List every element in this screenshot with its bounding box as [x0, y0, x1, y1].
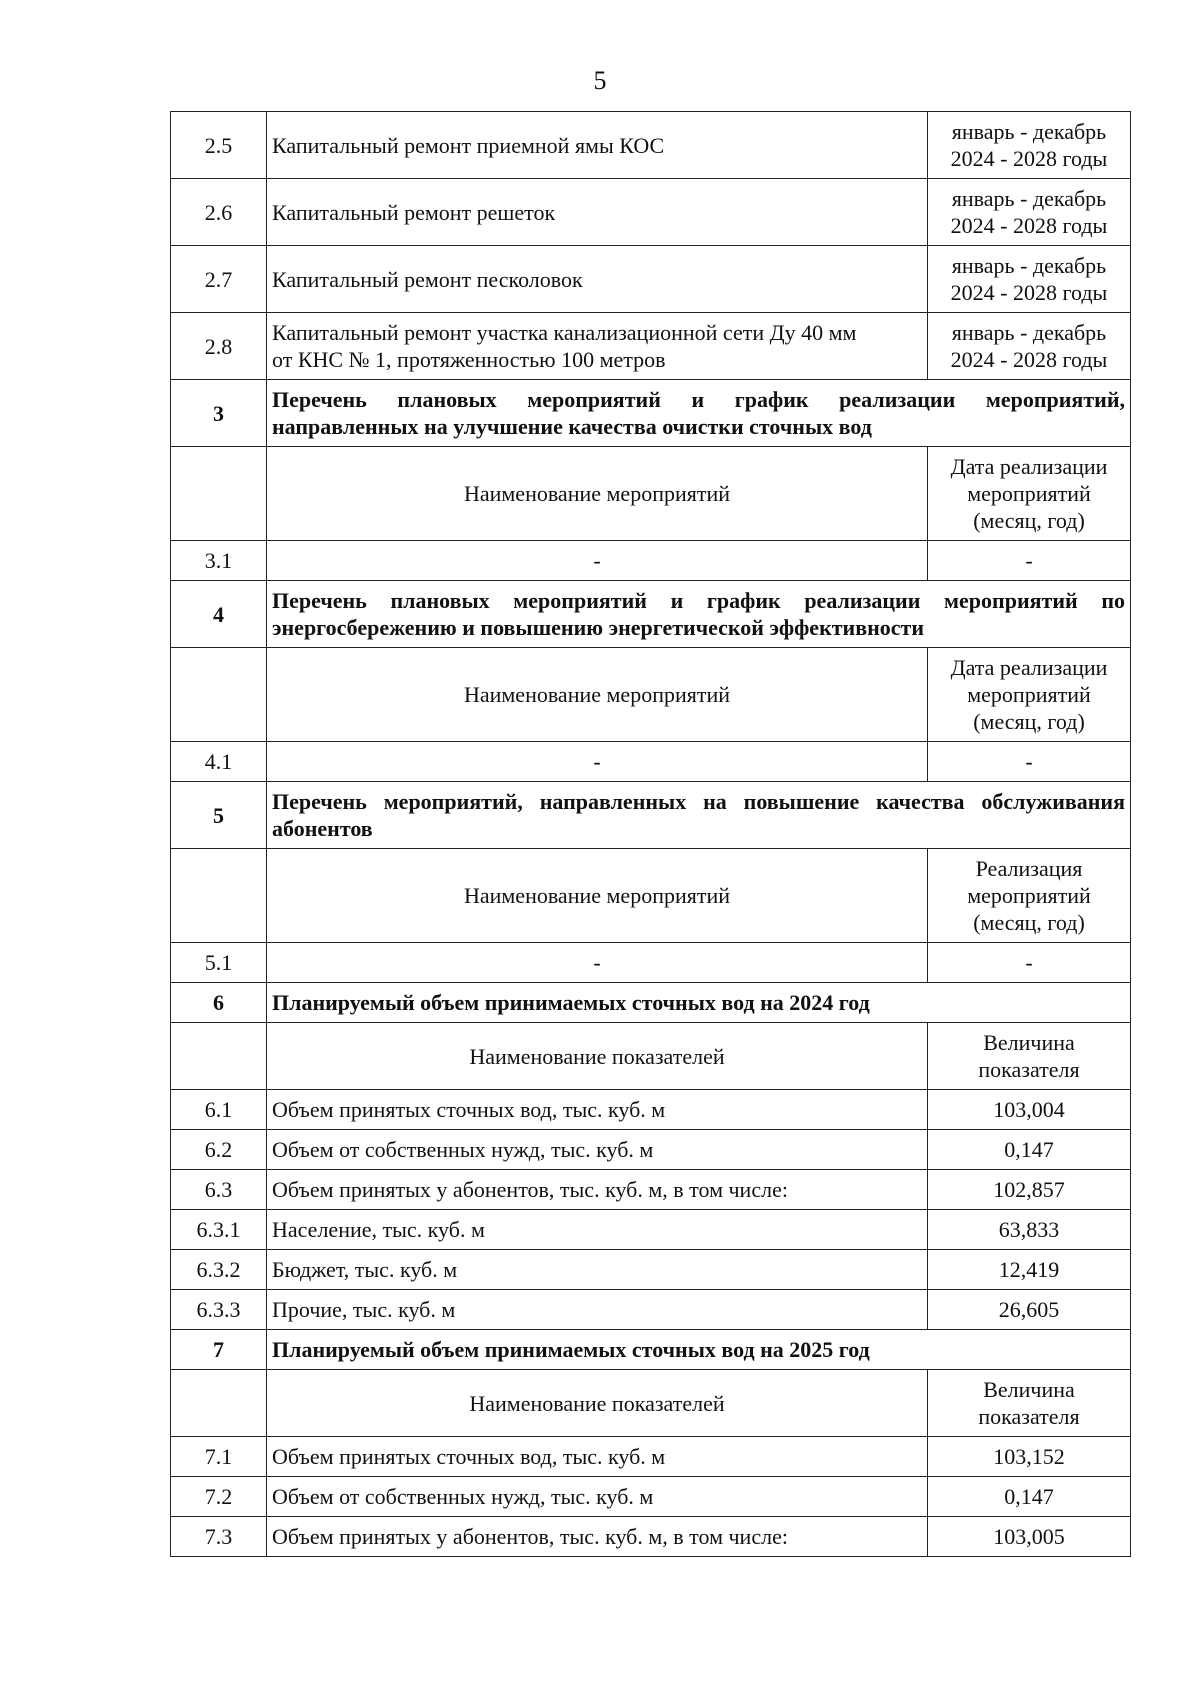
row-date: январь - декабрь 2024 - 2028 годы — [928, 112, 1131, 179]
section-row — [171, 782, 1131, 849]
row-number: 6.3.1 — [171, 1210, 267, 1250]
empty-cell — [171, 1023, 267, 1090]
row-value: 12,419 — [928, 1250, 1131, 1290]
row-date: - — [928, 541, 1131, 581]
table-row — [171, 943, 1131, 983]
header-name: Наименование показателей — [267, 1023, 928, 1090]
row-value: 63,833 — [928, 1210, 1131, 1250]
row-number: 2.6 — [171, 179, 267, 246]
row-value: 102,857 — [928, 1170, 1131, 1210]
row-name: Объем принятых сточных вод, тыс. куб. м — [267, 1090, 928, 1130]
table-row — [171, 1170, 1131, 1210]
row-number: 7.3 — [171, 1517, 267, 1557]
header-value: Величина показателя — [928, 1023, 1131, 1090]
header-row — [171, 447, 1131, 541]
row-number: 7.1 — [171, 1437, 267, 1477]
table-row — [171, 246, 1131, 313]
row-name: Объем принятых сточных вод, тыс. куб. м — [267, 1437, 928, 1477]
header-row — [171, 1370, 1131, 1437]
table-row — [171, 742, 1131, 782]
row-number: 7.2 — [171, 1477, 267, 1517]
row-number: 2.7 — [171, 246, 267, 313]
empty-cell — [171, 849, 267, 943]
section-row — [171, 581, 1131, 648]
table-row — [171, 1090, 1131, 1130]
section-number: 3 — [171, 380, 267, 447]
row-name: Объем принятых у абонентов, тыс. куб. м, в том числе: — [267, 1517, 928, 1557]
table-row — [171, 1130, 1131, 1170]
row-name: - — [267, 742, 928, 782]
section-title: Перечень мероприятий, направленных на повышение качества обслуживания абонентов — [267, 782, 1131, 849]
table-row — [171, 112, 1131, 179]
row-number: 2.5 — [171, 112, 267, 179]
row-name: Капитальный ремонт приемной ямы КОС — [267, 112, 928, 179]
section-title: Планируемый объем принимаемых сточных вод на 2025 год — [267, 1330, 1131, 1370]
empty-cell — [171, 648, 267, 742]
row-name: Капитальный ремонт песколовок — [267, 246, 928, 313]
table-row — [171, 1250, 1131, 1290]
header-date: Дата реализации мероприятий (месяц, год) — [928, 447, 1131, 541]
section-number: 6 — [171, 983, 267, 1023]
table-row — [171, 1437, 1131, 1477]
row-value: 103,004 — [928, 1090, 1131, 1130]
header-date: Реализация мероприятий (месяц, год) — [928, 849, 1131, 943]
empty-cell — [171, 447, 267, 541]
row-value: 0,147 — [928, 1477, 1131, 1517]
row-name: Объем от собственных нужд, тыс. куб. м — [267, 1477, 928, 1517]
section-number: 5 — [171, 782, 267, 849]
row-number: 3.1 — [171, 541, 267, 581]
section-row — [171, 380, 1131, 447]
row-number: 5.1 — [171, 943, 267, 983]
row-name: Капитальный ремонт участка канализационной сети Ду 40 мм от КНС № 1, протяженностью 100 метров — [267, 313, 928, 380]
table-row — [171, 1210, 1131, 1250]
header-row — [171, 1023, 1131, 1090]
row-name: - — [267, 943, 928, 983]
page-number: 5 — [593, 66, 607, 95]
section-title: Перечень плановых мероприятий и график реализации мероприятий, направленных на улучшение качества очистки сточных вод — [267, 380, 1131, 447]
measures-table — [170, 111, 1131, 1557]
row-name: Бюджет, тыс. куб. м — [267, 1250, 928, 1290]
empty-cell — [171, 1370, 267, 1437]
row-number: 6.3 — [171, 1170, 267, 1210]
row-name: - — [267, 541, 928, 581]
table-row — [171, 1477, 1131, 1517]
table-row — [171, 1290, 1131, 1330]
row-name: Объем от собственных нужд, тыс. куб. м — [267, 1130, 928, 1170]
header-name: Наименование мероприятий — [267, 849, 928, 943]
row-date: - — [928, 943, 1131, 983]
header-name: Наименование мероприятий — [267, 447, 928, 541]
table-row — [171, 179, 1131, 246]
row-value: 103,005 — [928, 1517, 1131, 1557]
header-name: Наименование мероприятий — [267, 648, 928, 742]
row-number: 4.1 — [171, 742, 267, 782]
section-number: 7 — [171, 1330, 267, 1370]
row-value: 103,152 — [928, 1437, 1131, 1477]
row-number: 2.8 — [171, 313, 267, 380]
header-date: Дата реализации мероприятий (месяц, год) — [928, 648, 1131, 742]
section-title: Планируемый объем принимаемых сточных вод на 2024 год — [267, 983, 1131, 1023]
row-number: 6.3.2 — [171, 1250, 267, 1290]
section-row — [171, 1330, 1131, 1370]
row-name: Население, тыс. куб. м — [267, 1210, 928, 1250]
row-value: 26,605 — [928, 1290, 1131, 1330]
header-row — [171, 648, 1131, 742]
header-row — [171, 849, 1131, 943]
section-number: 4 — [171, 581, 267, 648]
header-name: Наименование показателей — [267, 1370, 928, 1437]
table-row — [171, 1517, 1131, 1557]
section-title: Перечень плановых мероприятий и график реализации мероприятий по энергосбережению и повышению энергетической эффективности — [267, 581, 1131, 648]
row-name: Прочие, тыс. куб. м — [267, 1290, 928, 1330]
row-date: январь - декабрь 2024 - 2028 годы — [928, 179, 1131, 246]
row-date: - — [928, 742, 1131, 782]
row-value: 0,147 — [928, 1130, 1131, 1170]
row-number: 6.1 — [171, 1090, 267, 1130]
section-row — [171, 983, 1131, 1023]
row-name: Капитальный ремонт решеток — [267, 179, 928, 246]
table-row — [171, 541, 1131, 581]
table-row — [171, 313, 1131, 380]
row-date: январь - декабрь 2024 - 2028 годы — [928, 246, 1131, 313]
header-value: Величина показателя — [928, 1370, 1131, 1437]
row-date: январь - декабрь 2024 - 2028 годы — [928, 313, 1131, 380]
row-number: 6.2 — [171, 1130, 267, 1170]
row-name: Объем принятых у абонентов, тыс. куб. м, в том числе: — [267, 1170, 928, 1210]
row-number: 6.3.3 — [171, 1290, 267, 1330]
